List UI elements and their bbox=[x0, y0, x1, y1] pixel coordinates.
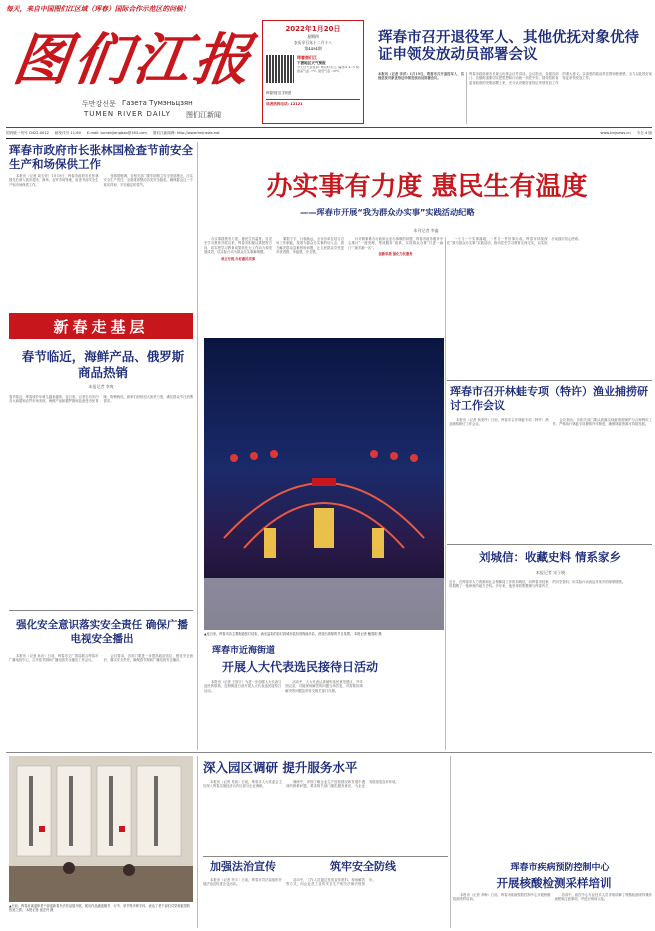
issue-number: 第4494期 bbox=[304, 46, 322, 51]
top-story-headline: 珲春市召开退役军人、其他优抚对象优待证申领发放动员部署会议 bbox=[378, 30, 639, 63]
top-story-lead: 本报讯（记者 李洋）1月19日，珲春市召开退役军人、其他优抚对象优待证申领发放动员部署会议。 bbox=[378, 72, 464, 81]
left1-text: 张林国强调，各相关部门要牢固树立安全发展理念，压实安全生产责任，全面排查整治各类安全隐患，确保群众过一个欢乐祥和、平安稳定的春节。 bbox=[103, 174, 193, 187]
spring-byline: 本报记者 李爽 bbox=[88, 384, 114, 389]
disease-lead: 本报讯（记者 李梅）日前，珲春市疾病预防控制中心开展核酸检测采样培训。 bbox=[453, 893, 551, 902]
bottom-photo bbox=[9, 756, 193, 902]
lead-subtitle: ——珲春市开展“我为群众办实事”实践活动纪略 bbox=[300, 207, 475, 217]
npc-lead: 本报讯（记者 王欣宇）为进一步加强人大代表与选民的联系，近海街道日前开展人大代表选民接待日活动。 bbox=[204, 680, 282, 693]
calligraphy-exhibit bbox=[9, 756, 193, 902]
liu-body: 近日，在珲春市人力资源和社会保障局工作的刘城信，向珲春市档案馆捐赠了一批珍贵的地方史料。多年来，他坚持收集整理与珲春有关的历史资料，用实际行动表达对家乡的深厚情感。 bbox=[449, 580, 626, 589]
spring-banner-text: 新春走基层 bbox=[53, 317, 149, 336]
page-count: 今日 4 版 bbox=[636, 131, 652, 135]
weekday: 星期四 bbox=[307, 34, 319, 39]
lead-byline: 本刊记者 李鑫 bbox=[413, 228, 439, 233]
lead-col1 bbox=[204, 237, 344, 335]
safety-body bbox=[9, 654, 193, 750]
law-body bbox=[203, 878, 448, 928]
law-lead: 本报讯（记者 李宇）日前，珲春市司法局组织开展法治宣传进企业活动。 bbox=[203, 878, 282, 887]
qr-code bbox=[266, 55, 294, 83]
main-photo bbox=[204, 338, 444, 630]
website-2[interactable]: www.tmjnews.cn bbox=[600, 131, 631, 135]
law-headline-2: 筑牢安全防线 bbox=[330, 860, 396, 873]
frog-text: 会议指出，各相关部门要认真落实林蛙资源保护与合理利用工作，严格执行林蛙专项捕捞许可制度，确保林蛙资源可持续发展。 bbox=[552, 418, 652, 427]
liu-byline: 本报记者 宋子晓 bbox=[535, 570, 566, 575]
lead-para3: 针对微事难办行政和企业办事难的问题，珲春市政务服务中心推行“一窗受理、集成服务”改革，实现群众办事“只进一扇门”“最多跑一次”。 bbox=[348, 237, 443, 250]
npc-headline-2: 开展人大代表选民接待日活动 bbox=[222, 660, 379, 674]
disease-headline-1: 珲春市疾病预防控制中心 bbox=[510, 863, 610, 873]
weather-text: 今天白天到夜间: 晴有时多云, 偏西风 4~5 级, 最高气温 -7℃, 最低气温 -18℃。 bbox=[297, 66, 360, 73]
law-headline-1: 加强法治宣传 bbox=[210, 860, 276, 873]
lead-para1: 办实事践察有力度，惠民生有温度。自党史学习教育开展以来，珲春市积极认真把准方向，切实把学习教育成果转化为工作动力和发展成效，以实际行动为群众办实事解难题。 bbox=[204, 237, 272, 255]
masthead-russian: Газета Тумэньцзян bbox=[122, 99, 193, 107]
npc-headline-1: 珲春市近海街道 bbox=[212, 646, 276, 656]
left1-body bbox=[9, 174, 193, 310]
info-bar bbox=[6, 129, 652, 137]
npc-text: 活动中，人大代表认真倾听选民意见建议，并详细记录，对能现场解答的问题当场答复，对需要协调解决的问题及时转交相关部门办理。 bbox=[285, 680, 363, 693]
disease-text: 培训中，疾控中心专业技术人员详细讲解了核酸检测采样操作流程和注意事项，并进行现场示范。 bbox=[554, 893, 652, 902]
weather-title: 下游地区天气预报 bbox=[297, 61, 326, 65]
left1-lead: 本报讯（记者 周玉荣）1月19日，珲春市政府市长张林国先后深入我市超市、商场、农贸市场等地，检查节前安全生产和市场保供工作。 bbox=[9, 174, 99, 187]
qr-label: 珲春图们江手机报 bbox=[266, 91, 292, 95]
post-code: 邮发代号 11-60 bbox=[54, 131, 81, 135]
wechat-label: 珲春图们江 bbox=[297, 55, 317, 60]
top-story-byline bbox=[378, 72, 464, 124]
safety-lead: 本报讯（记者 孙岩）日前，珲春市文广旅局联合珲春市广播电视中心，召开春节期间广播电视安全播出工作会议。 bbox=[9, 654, 99, 663]
hotline: 读者热线电话: 12121 bbox=[266, 99, 360, 107]
research-headline: 深入园区调研 提升服务水平 bbox=[203, 760, 358, 775]
law-text: 活动中，工作人员通过发放宣传资料、现场解答等方式，向企业员工宣传安全生产相关法律法规知识。 bbox=[286, 878, 376, 887]
spring-banner bbox=[9, 313, 193, 339]
frog-lead: 本报讯（记者 杨美玲）日前，珲春市召开林蛙专项（特许）渔业捕捞研讨工作会议。 bbox=[449, 418, 549, 427]
issue-date: 2022年1月20日 bbox=[285, 25, 341, 33]
npc-body bbox=[204, 680, 444, 750]
lead-headline: 办实事有力度 惠民生有温度 bbox=[266, 172, 588, 202]
email: E-mail: tumenjiangbao@163.com bbox=[86, 131, 147, 135]
disease-body bbox=[453, 893, 652, 928]
bottom-photo-caption: ▲日前，珲春市离退休老干部迎新春书法作品展开展，展出作品涵盖楷书、行书、草书等多种字体，表达了老干部们对党和祖国的热爱之情。 本报记者 崔宏玲 摄 bbox=[9, 904, 190, 913]
lunar-date: 农历辛丑年十二月十八 bbox=[294, 40, 332, 45]
spring-body: 春节临近，珲春城乡年味儿越来越浓，连日来，记者走访市内各大商超和农贸市场发现，海鲜产品和俄罗斯商品备受市民青睐，购销两旺。商家们纷纷加大备货力度，满足群众节日消费需求。 bbox=[9, 395, 193, 404]
masthead-title: 图们江报 bbox=[9, 27, 259, 93]
lantern-lights bbox=[204, 338, 444, 630]
left1-headline: 珲春市政府市长张林国检查节前安全生产和场保供工作 bbox=[9, 143, 193, 171]
masthead-site: 图们江新闻 bbox=[186, 111, 221, 119]
lead-para4: 一个又一个实事落地，一件又一件好事办成。珲春市持续深化“我为群众办实事”实践活动，推动党史学习教育走深走实，以实际行动践行初心使命。 bbox=[447, 237, 582, 246]
slogan: 每天，来自中国图们江区域（珲春）国际合作示范区的问候！ bbox=[6, 5, 190, 13]
spring-headline: 春节临近，海鲜产品、俄罗斯商品热销 bbox=[21, 349, 185, 380]
lead-subhead1: 成立专班 办好惠民实事 bbox=[220, 256, 256, 261]
frog-headline: 珲春市召开林蛙专项（特许）渔业捕捞研讨工作会议 bbox=[450, 385, 648, 412]
masthead-korean: 두만강신문 bbox=[82, 100, 116, 108]
date-box bbox=[262, 20, 364, 124]
top-story-body: 珲春市政府副市长姜云出席会议并讲话。会议指出，各级各部门、各镇街道要切实把思想和行动统一到党中央、国务院和省委省政府的决策部署上来，充分认识做好优待证申领发放工作的重大意义，以高度的政治责任感和使命感，全力以赴抓好优待证申领发放工作。 bbox=[469, 72, 652, 85]
lead-subhead2: 创新举措 强化为民服务 bbox=[378, 252, 413, 257]
lead-para2: 紧抓干字，行稳致远，全市各单位结合自身工作职能，找准为群众办实事的切入点，着力解决群众急难愁盼问题，让人民群众享受更多获得感、幸福感、安全感。 bbox=[276, 237, 344, 255]
main-photo-caption: ▲连日来，珲春市各主要街道张灯结彩，流光溢彩的彩灯将城市装扮得绚丽多彩，营造出浓厚的节日氛围。 本报记者 鲍春阳 摄 bbox=[204, 632, 382, 636]
safety-headline: 强化安全意识落实安全责任 确保广播电视安全播出 bbox=[16, 619, 188, 645]
research-lead: 本报讯（记者 吴侠）日前，珲春市人大常委会主任深入珲春边境经济合作区部分企业调研。 bbox=[203, 780, 282, 789]
website[interactable]: 图们江新闻网: http://www.tmjnews.net bbox=[152, 131, 220, 135]
safety-text: 会议要求，各部门要进一步提高政治站位，强化安全意识，落实安全责任，确保春节期间广播电视安全播出。 bbox=[103, 654, 193, 663]
research-text: 调研中，详细了解企业生产经营情况和发展中遇到的困难问题，要求相关部门强化服务意识，为企业发展创造良好环境。 bbox=[286, 780, 399, 789]
masthead-english: TUMEN RIVER DAILY bbox=[84, 110, 171, 118]
frog-body bbox=[449, 418, 652, 542]
lead-col3 bbox=[447, 237, 652, 377]
research-body bbox=[203, 780, 448, 854]
disease-headline-2: 开展核酸检测采样培训 bbox=[496, 876, 612, 890]
issn: 国内统一刊号 CN22-0012 bbox=[6, 131, 49, 135]
liu-headline: 刘城信：收藏史料 情系家乡 bbox=[478, 550, 621, 564]
